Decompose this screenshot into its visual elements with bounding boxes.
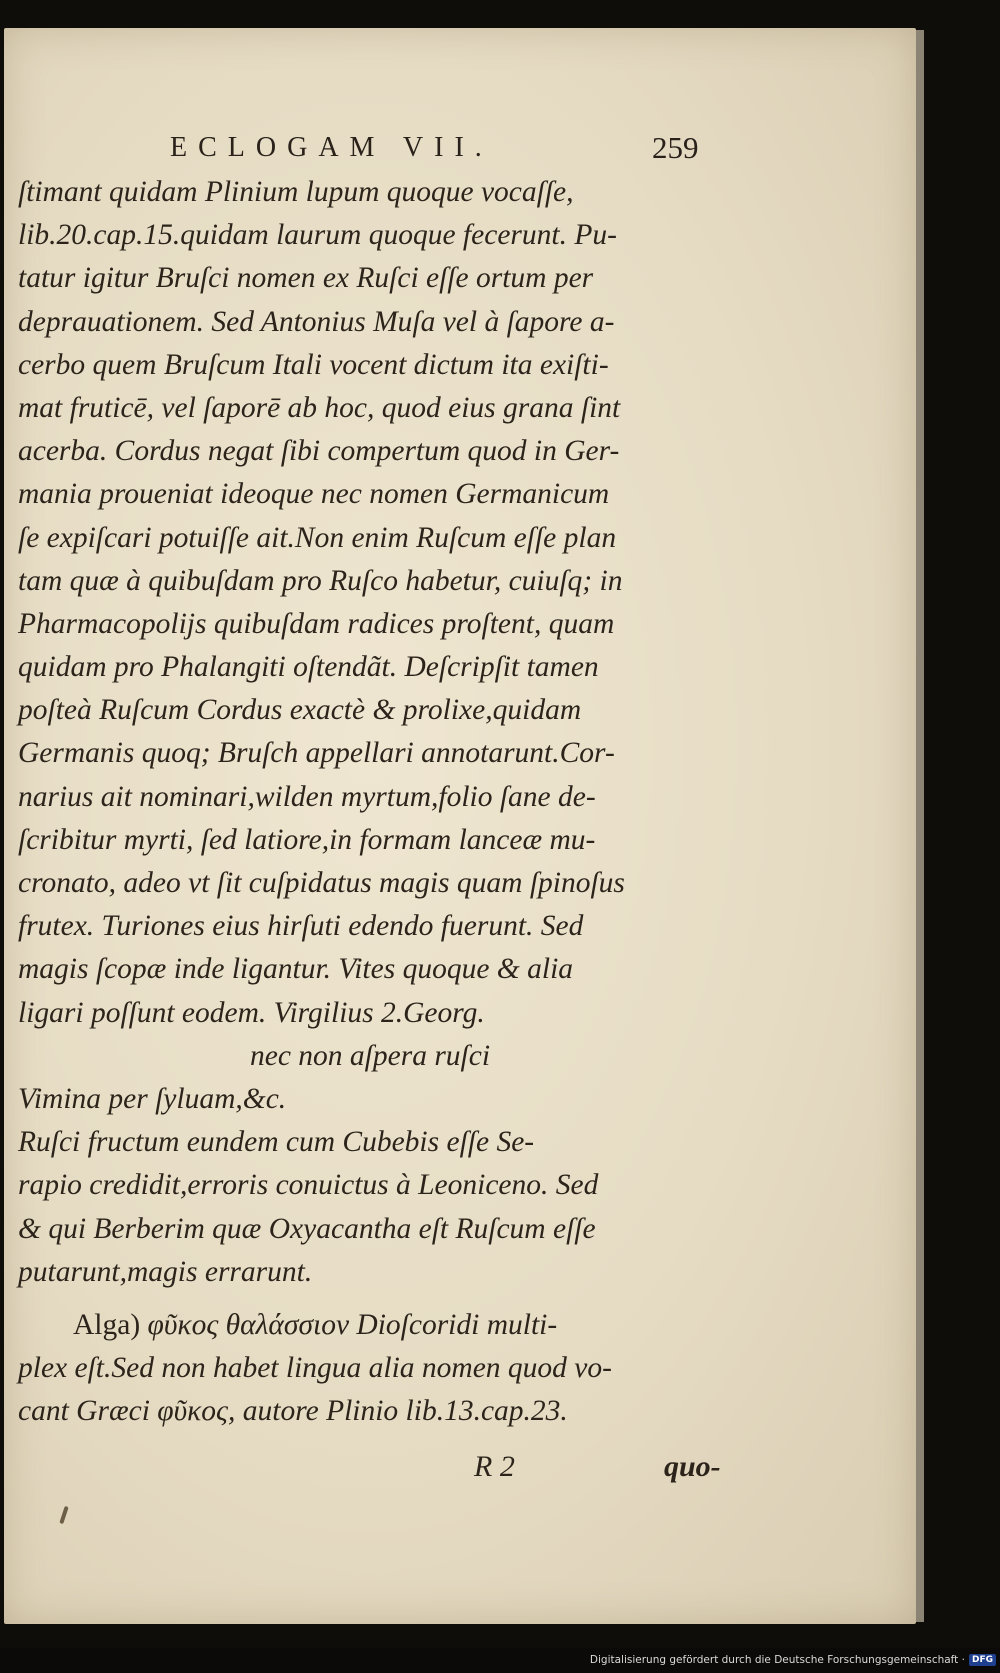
text-line: mania proueniat ideoque nec nomen Germanicum <box>18 478 610 511</box>
text-line: lib.20.cap.15.quidam laurum quoque fecerunt. Pu- <box>18 219 617 252</box>
running-head: ECLOGAM VII. <box>170 132 493 163</box>
text-line: narius ait nominari,wilden myrtum,folio ſane de- <box>18 780 596 813</box>
text-line: ſtimant quidam Plinium lupum quoque vocaſſe, <box>18 176 574 208</box>
page-header <box>4 106 916 166</box>
verse-line: nec non aſpera ruſci <box>250 1039 491 1072</box>
text-line: cerbo quem Bruſcum Itali vocent dictum ita exiſti- <box>18 348 609 381</box>
book-page <box>4 28 916 1624</box>
signature-mark: R 2 <box>474 1450 515 1483</box>
text-line: tam quæ à quibuſdam pro Ruſco habetur, cuiuſq; in <box>18 564 623 597</box>
text-line: cronato, adeo vt ſit cuſpidatus magis quam ſpinoſus <box>18 867 625 899</box>
page-edge <box>916 30 924 1622</box>
alga-lead: Alga) <box>73 1308 141 1341</box>
text-line: mat fruticē, vel ſaporē ab hoc, quod eius grana ſint <box>18 391 621 424</box>
page-number: 259 <box>652 130 699 165</box>
paper-blemish <box>59 1506 68 1524</box>
page-footer <box>4 1446 916 1494</box>
text-line: quidam pro Phalangiti oſtendãt. Deſcripſit tamen <box>18 651 599 684</box>
text-line: Pharmacopolijs quibuſdam radices proſtent, quam <box>18 607 615 640</box>
text-line: putarunt,magis errarunt. <box>18 1255 313 1288</box>
digitization-credit <box>590 1651 996 1669</box>
text-line: poſteà Ruſcum Cordus exactè & prolixe,quidam <box>18 694 582 727</box>
dfg-logo-icon: DFG <box>969 1654 996 1666</box>
text-line: Ruſci fructum eundem cum Cubebis eſſe Se- <box>18 1126 535 1159</box>
text-line: ſe expiſcari potuiſſe ait.Non enim Ruſcum eſſe plan <box>18 521 617 554</box>
verse-line: Vimina per ſyluam,&c. <box>18 1082 287 1115</box>
main-text <box>18 171 718 1433</box>
catchword: quo- <box>664 1450 721 1483</box>
text-line: rapio credidit,erroris conuictus à Leoniceno. Sed <box>18 1169 599 1202</box>
credit-text: Digitalisierung gefördert durch die Deutsche Forschungsgemeinschaft · <box>589 1654 965 1666</box>
text-line: & qui Berberim quæ Oxyacantha eſt Ruſcum eſſe <box>18 1212 596 1245</box>
text-line: plex eſt.Sed non habet lingua alia nomen quod vo- <box>18 1352 612 1385</box>
text-line: deprauationem. Sed Antonius Muſa vel à ſapore a- <box>18 305 615 338</box>
alga-line-text: φῦκος θαλάσσιον Dioſcoridi multi- <box>147 1308 558 1341</box>
text-line: cant Græci φῦκος, autore Plinio lib.13.cap.23. <box>18 1395 568 1428</box>
text-line: magis ſcopæ inde ligantur. Vites quoque & alia <box>18 953 574 986</box>
text-line: acerba. Cordus negat ſibi compertum quod in Ger- <box>18 435 620 468</box>
text-line: frutex. Turiones eius hirſuti edendo fuerunt. Sed <box>18 910 584 943</box>
text-line: Germanis quoq; Bruſch appellari annotarunt.Cor- <box>18 737 615 770</box>
text-line: ſcribitur myrti, ſed latiore,in formam lanceæ mu- <box>18 823 596 856</box>
text-line: ligari poſſunt eodem. Virgilius 2.Georg. <box>18 996 485 1029</box>
alga-paragraph-start <box>18 1304 718 1347</box>
text-line: tatur igitur Bruſci nomen ex Ruſci eſſe ortum per <box>18 262 594 295</box>
